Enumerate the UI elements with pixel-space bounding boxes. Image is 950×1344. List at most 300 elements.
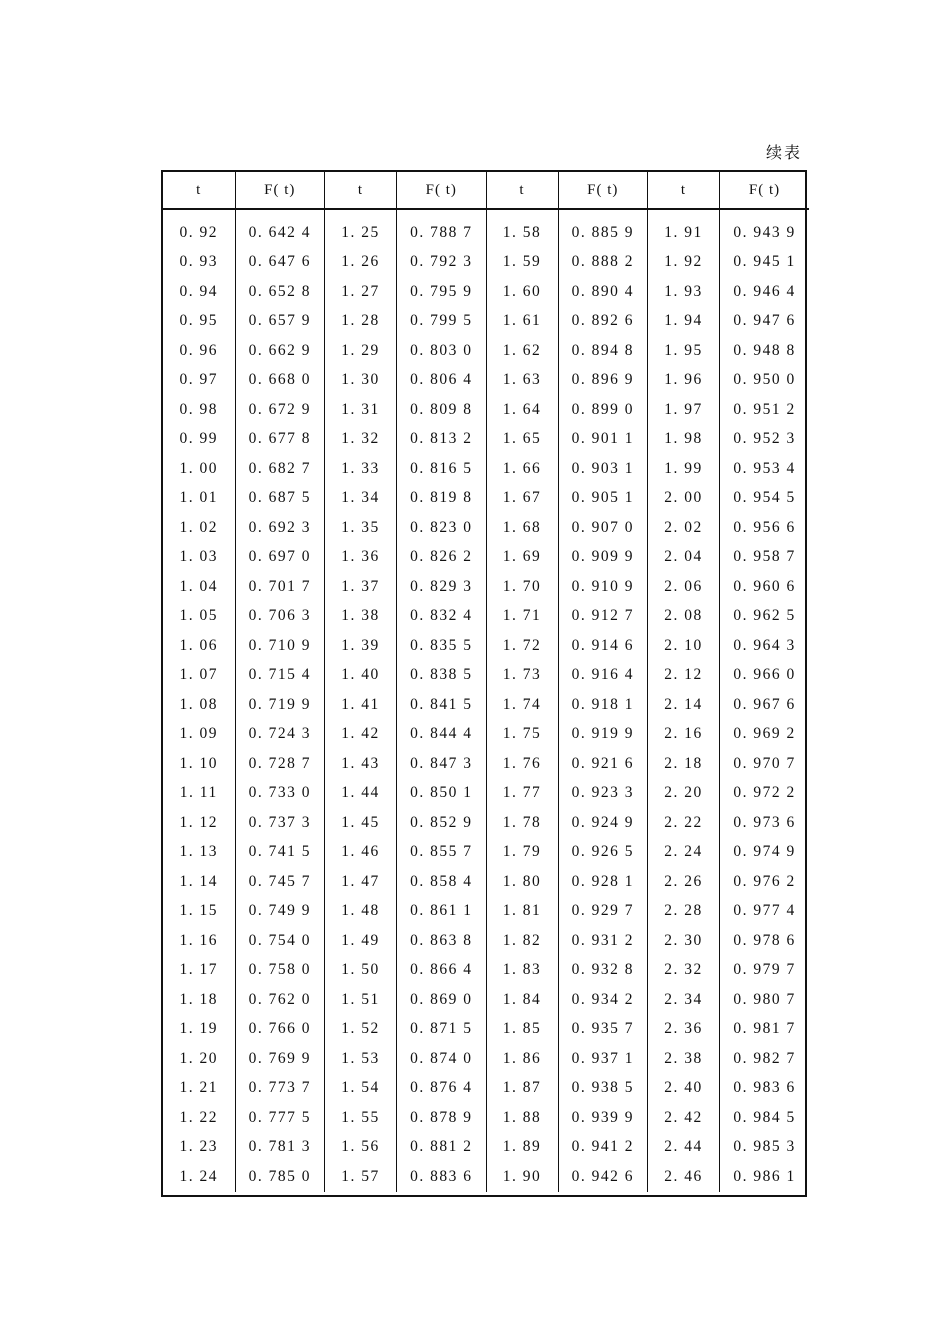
cell-ft-3: 0. 924 9 [558,808,648,838]
cell-ft-2: 0. 876 4 [397,1074,487,1104]
table-row [163,248,809,278]
cell-t-4: 2. 44 [648,1133,720,1163]
cell-ft-4: 0. 981 7 [733,1020,796,1038]
cell-ft-3: 0. 939 9 [558,1103,648,1133]
cell-t-2: 1. 45 [325,808,397,838]
cell-t-2: 1. 47 [325,867,397,897]
cell-t-4: 2. 16 [648,720,720,750]
cell-t-3: 1. 78 [486,808,558,838]
table-row [163,838,809,868]
cell-ft-3: 0. 890 4 [558,277,648,307]
cell-t-1: 1. 24 [163,1162,235,1192]
cell-t-3: 1. 81 [486,897,558,927]
cell-t-1: 0. 94 [163,277,235,307]
cell-t-1: 1. 03 [163,543,235,573]
cell-ft-3: 0. 916 4 [558,661,648,691]
header-ft-1: F( t) [235,172,325,209]
cell-t-1: 1. 13 [163,838,235,868]
cell-t-2: 1. 30 [325,366,397,396]
cell-ft-4: 0. 967 6 [733,695,796,713]
cell-t-3: 1. 84 [486,985,558,1015]
cell-ft-4: 0. 952 3 [733,430,796,448]
cell-t-3: 1. 67 [486,484,558,514]
cell-ft-4: 0. 982 7 [733,1049,796,1067]
table-row [163,454,809,484]
cell-ft-2: 0. 803 0 [397,336,487,366]
cell-t-3: 1. 85 [486,1015,558,1045]
cell-ft-1: 0. 706 3 [235,602,325,632]
cell-t-3: 1. 59 [486,248,558,278]
cell-t-2: 1. 44 [325,779,397,809]
cell-t-4: 2. 04 [648,543,720,573]
cell-ft-2: 0. 852 9 [397,808,487,838]
cell-t-2: 1. 29 [325,336,397,366]
cell-ft-4: 0. 953 4 [733,459,796,477]
cell-t-1: 1. 11 [163,779,235,809]
cell-ft-3: 0. 919 9 [558,720,648,750]
table-row [163,543,809,573]
cell-ft-1: 0. 737 3 [235,808,325,838]
cell-ft-3: 0. 941 2 [558,1133,648,1163]
cell-ft-3: 0. 896 9 [558,366,648,396]
cell-ft-2: 0. 866 4 [397,956,487,986]
cell-ft-2: 0. 838 5 [397,661,487,691]
table-row [163,277,809,307]
cell-t-3: 1. 71 [486,602,558,632]
cell-ft-1: 0. 687 5 [235,484,325,514]
cell-t-2: 1. 55 [325,1103,397,1133]
cell-ft-3: 0. 931 2 [558,926,648,956]
cell-t-2: 1. 39 [325,631,397,661]
cell-ft-3: 0. 888 2 [558,248,648,278]
cell-ft-1: 0. 766 0 [235,1015,325,1045]
cell-ft-1: 0. 697 0 [235,543,325,573]
cell-ft-2: 0. 844 4 [397,720,487,750]
cell-ft-4: 0. 980 7 [733,990,796,1008]
cell-t-1: 1. 19 [163,1015,235,1045]
table-row [163,1074,809,1104]
cell-t-4: 1. 92 [648,248,720,278]
cell-t-2: 1. 25 [325,209,397,248]
cell-ft-2: 0. 858 4 [397,867,487,897]
cell-t-3: 1. 60 [486,277,558,307]
cell-ft-1: 0. 749 9 [235,897,325,927]
cell-t-1: 1. 09 [163,720,235,750]
cell-t-1: 1. 00 [163,454,235,484]
cell-ft-1: 0. 785 0 [235,1162,325,1192]
cell-ft-4: 0. 960 6 [733,577,796,595]
cell-ft-3: 0. 910 9 [558,572,648,602]
cell-ft-4: 0. 985 3 [733,1138,796,1156]
table-row [163,897,809,927]
table-row [163,1162,809,1192]
cell-t-3: 1. 89 [486,1133,558,1163]
cell-t-1: 0. 97 [163,366,235,396]
cell-t-4: 2. 26 [648,867,720,897]
table-row [163,307,809,337]
cell-ft-1: 0. 762 0 [235,985,325,1015]
cell-t-1: 1. 12 [163,808,235,838]
cell-ft-2: 0. 850 1 [397,779,487,809]
cell-ft-2: 0. 878 9 [397,1103,487,1133]
cell-t-4: 1. 95 [648,336,720,366]
header-t-1: t [163,172,235,209]
table-row [163,602,809,632]
cell-t-4: 1. 97 [648,395,720,425]
cell-ft-4: 0. 946 4 [733,282,796,300]
table-row [163,956,809,986]
cell-ft-1: 0. 677 8 [235,425,325,455]
table-body [163,209,809,1192]
cell-t-1: 1. 23 [163,1133,235,1163]
table-row [163,1133,809,1163]
cell-t-4: 1. 94 [648,307,720,337]
cell-ft-2: 0. 869 0 [397,985,487,1015]
cell-t-1: 0. 95 [163,307,235,337]
cell-ft-3: 0. 923 3 [558,779,648,809]
cell-ft-4: 0. 954 5 [733,489,796,507]
cell-ft-2: 0. 883 6 [397,1162,487,1192]
cell-ft-3: 0. 934 2 [558,985,648,1015]
cell-t-1: 1. 02 [163,513,235,543]
cell-ft-2: 0. 799 5 [397,307,487,337]
cell-ft-2: 0. 819 8 [397,484,487,514]
cell-ft-1: 0. 719 9 [235,690,325,720]
cell-t-2: 1. 26 [325,248,397,278]
cell-t-4: 2. 46 [648,1162,720,1192]
cell-ft-1: 0. 754 0 [235,926,325,956]
cell-t-3: 1. 66 [486,454,558,484]
table-row [163,484,809,514]
distribution-table-frame [161,170,807,1197]
table-row [163,808,809,838]
cell-ft-2: 0. 863 8 [397,926,487,956]
cell-t-2: 1. 34 [325,484,397,514]
cell-ft-4: 0. 978 6 [733,931,796,949]
table-row [163,720,809,750]
cell-ft-3: 0. 907 0 [558,513,648,543]
cell-ft-2: 0. 826 2 [397,543,487,573]
cell-ft-1: 0. 773 7 [235,1074,325,1104]
cell-ft-3: 0. 903 1 [558,454,648,484]
cell-ft-4: 0. 973 6 [733,813,796,831]
cell-t-4: 2. 06 [648,572,720,602]
cell-t-4: 2. 24 [648,838,720,868]
cell-ft-1: 0. 662 9 [235,336,325,366]
cell-t-2: 1. 48 [325,897,397,927]
cell-ft-3: 0. 942 6 [558,1162,648,1192]
cell-t-3: 1. 73 [486,661,558,691]
table-row [163,366,809,396]
cell-t-1: 1. 07 [163,661,235,691]
cell-ft-3: 0. 937 1 [558,1044,648,1074]
cell-ft-4: 0. 943 9 [733,223,796,241]
cell-ft-3: 0. 909 9 [558,543,648,573]
cell-ft-1: 0. 724 3 [235,720,325,750]
cell-t-3: 1. 69 [486,543,558,573]
cell-ft-1: 0. 701 7 [235,572,325,602]
cell-t-3: 1. 87 [486,1074,558,1104]
cell-t-3: 1. 64 [486,395,558,425]
table-row [163,425,809,455]
cell-t-2: 1. 41 [325,690,397,720]
cell-ft-2: 0. 809 8 [397,395,487,425]
cell-ft-2: 0. 847 3 [397,749,487,779]
header-row [163,172,809,209]
cell-t-2: 1. 54 [325,1074,397,1104]
cell-t-2: 1. 27 [325,277,397,307]
table-row [163,985,809,1015]
cell-t-3: 1. 70 [486,572,558,602]
cell-t-2: 1. 36 [325,543,397,573]
table-row [163,926,809,956]
header-ft-4: F( t) [720,172,810,209]
table-row [163,336,809,366]
cell-t-1: 1. 18 [163,985,235,1015]
cell-ft-3: 0. 929 7 [558,897,648,927]
cell-ft-4: 0. 969 2 [733,725,796,743]
cell-t-3: 1. 88 [486,1103,558,1133]
cell-ft-4: 0. 947 6 [733,312,796,330]
cell-t-3: 1. 83 [486,956,558,986]
cell-ft-4: 0. 976 2 [733,872,796,890]
cell-ft-4: 0. 945 1 [733,253,796,271]
cell-ft-3: 0. 901 1 [558,425,648,455]
cell-ft-1: 0. 668 0 [235,366,325,396]
cell-t-2: 1. 50 [325,956,397,986]
cell-t-1: 0. 96 [163,336,235,366]
cell-ft-4: 0. 974 9 [733,843,796,861]
table-row [163,1015,809,1045]
cell-ft-3: 0. 918 1 [558,690,648,720]
cell-ft-1: 0. 758 0 [235,956,325,986]
cell-t-3: 1. 86 [486,1044,558,1074]
cell-ft-3: 0. 905 1 [558,484,648,514]
cell-ft-1: 0. 781 3 [235,1133,325,1163]
cell-ft-3: 0. 935 7 [558,1015,648,1045]
cell-ft-1: 0. 682 7 [235,454,325,484]
cell-ft-3: 0. 892 6 [558,307,648,337]
cell-ft-2: 0. 874 0 [397,1044,487,1074]
cell-ft-4: 0. 966 0 [733,666,796,684]
cell-ft-2: 0. 829 3 [397,572,487,602]
cell-t-1: 1. 21 [163,1074,235,1104]
cell-t-4: 2. 32 [648,956,720,986]
cell-t-4: 2. 10 [648,631,720,661]
cell-t-2: 1. 37 [325,572,397,602]
table-row [163,867,809,897]
cell-ft-3: 0. 912 7 [558,602,648,632]
cell-t-4: 2. 36 [648,1015,720,1045]
cell-ft-3: 0. 921 6 [558,749,648,779]
cell-t-1: 1. 15 [163,897,235,927]
cell-ft-1: 0. 777 5 [235,1103,325,1133]
cell-t-3: 1. 61 [486,307,558,337]
cell-ft-4: 0. 984 5 [733,1108,796,1126]
cell-ft-1: 0. 715 4 [235,661,325,691]
cell-ft-1: 0. 657 9 [235,307,325,337]
cell-t-2: 1. 35 [325,513,397,543]
cell-t-1: 1. 08 [163,690,235,720]
table-row [163,690,809,720]
cell-t-2: 1. 46 [325,838,397,868]
cell-ft-4: 0. 977 4 [733,902,796,920]
cell-ft-3: 0. 926 5 [558,838,648,868]
cell-ft-3: 0. 885 9 [558,209,648,248]
cell-ft-1: 0. 741 5 [235,838,325,868]
cell-ft-2: 0. 795 9 [397,277,487,307]
cell-t-4: 2. 40 [648,1074,720,1104]
cell-t-3: 1. 79 [486,838,558,868]
cell-t-2: 1. 42 [325,720,397,750]
header-ft-2: F( t) [397,172,487,209]
cell-t-2: 1. 43 [325,749,397,779]
cell-t-3: 1. 90 [486,1162,558,1192]
cell-t-4: 2. 42 [648,1103,720,1133]
cell-ft-2: 0. 806 4 [397,366,487,396]
cell-t-4: 2. 08 [648,602,720,632]
cell-t-1: 1. 05 [163,602,235,632]
cell-ft-2: 0. 823 0 [397,513,487,543]
cell-t-4: 2. 38 [648,1044,720,1074]
cell-t-3: 1. 77 [486,779,558,809]
cell-t-1: 1. 16 [163,926,235,956]
cell-t-3: 1. 74 [486,690,558,720]
cell-t-1: 0. 92 [163,209,235,248]
cell-t-3: 1. 75 [486,720,558,750]
cell-ft-4: 0. 979 7 [733,961,796,979]
cell-ft-4: 0. 951 2 [733,400,796,418]
cell-t-3: 1. 63 [486,366,558,396]
cell-t-4: 2. 14 [648,690,720,720]
cell-ft-1: 0. 728 7 [235,749,325,779]
cell-ft-4: 0. 950 0 [733,371,796,389]
cell-ft-1: 0. 769 9 [235,1044,325,1074]
cell-ft-4: 0. 958 7 [733,548,796,566]
table-row [163,631,809,661]
cell-t-1: 1. 22 [163,1103,235,1133]
cell-t-3: 1. 65 [486,425,558,455]
cell-ft-3: 0. 914 6 [558,631,648,661]
header-t-2: t [325,172,397,209]
cell-t-1: 1. 14 [163,867,235,897]
cell-ft-3: 0. 932 8 [558,956,648,986]
cell-ft-2: 0. 871 5 [397,1015,487,1045]
cell-ft-3: 0. 899 0 [558,395,648,425]
cell-ft-4: 0. 956 6 [733,518,796,536]
table-row [163,779,809,809]
header-t-4: t [648,172,720,209]
cell-ft-2: 0. 855 7 [397,838,487,868]
cell-ft-2: 0. 813 2 [397,425,487,455]
cell-t-4: 2. 20 [648,779,720,809]
table-caption: 续表 [765,145,802,162]
cell-ft-1: 0. 692 3 [235,513,325,543]
table-header [163,172,809,209]
cell-ft-3: 0. 928 1 [558,867,648,897]
header-t-3: t [486,172,558,209]
cell-t-3: 1. 80 [486,867,558,897]
cell-t-2: 1. 32 [325,425,397,455]
cell-t-1: 0. 93 [163,248,235,278]
cell-t-4: 2. 02 [648,513,720,543]
table-row [163,661,809,691]
cell-t-1: 0. 99 [163,425,235,455]
cell-t-3: 1. 58 [486,209,558,248]
cell-t-4: 2. 30 [648,926,720,956]
cell-ft-1: 0. 745 7 [235,867,325,897]
cell-ft-2: 0. 792 3 [397,248,487,278]
cell-ft-4: 0. 970 7 [733,754,796,772]
table-row [163,1103,809,1133]
cell-t-1: 0. 98 [163,395,235,425]
table-row [163,572,809,602]
cell-ft-1: 0. 710 9 [235,631,325,661]
cell-ft-2: 0. 861 1 [397,897,487,927]
cell-t-2: 1. 57 [325,1162,397,1192]
cell-t-2: 1. 51 [325,985,397,1015]
cell-ft-2: 0. 788 7 [397,209,487,248]
cell-t-2: 1. 56 [325,1133,397,1163]
cell-t-2: 1. 33 [325,454,397,484]
cell-ft-1: 0. 652 8 [235,277,325,307]
cell-ft-1: 0. 642 4 [235,209,325,248]
cell-t-4: 2. 18 [648,749,720,779]
cell-t-2: 1. 40 [325,661,397,691]
cell-t-4: 2. 22 [648,808,720,838]
cell-ft-3: 0. 894 8 [558,336,648,366]
cell-ft-4: 0. 964 3 [733,636,796,654]
cell-t-4: 1. 98 [648,425,720,455]
cell-t-1: 1. 10 [163,749,235,779]
cell-t-4: 2. 12 [648,661,720,691]
cell-t-2: 1. 38 [325,602,397,632]
cell-ft-1: 0. 647 6 [235,248,325,278]
cell-t-4: 1. 91 [648,209,720,248]
cell-t-2: 1. 53 [325,1044,397,1074]
cell-t-3: 1. 68 [486,513,558,543]
cell-ft-2: 0. 816 5 [397,454,487,484]
cell-ft-4: 0. 948 8 [733,341,796,359]
table-row [163,749,809,779]
table-row [163,209,809,248]
cell-t-3: 1. 76 [486,749,558,779]
cell-ft-2: 0. 881 2 [397,1133,487,1163]
cell-ft-2: 0. 832 4 [397,602,487,632]
cell-t-2: 1. 49 [325,926,397,956]
cell-t-1: 1. 01 [163,484,235,514]
cell-t-3: 1. 62 [486,336,558,366]
cell-t-4: 2. 28 [648,897,720,927]
cell-ft-1: 0. 672 9 [235,395,325,425]
distribution-table [163,172,809,1192]
cell-t-1: 1. 06 [163,631,235,661]
cell-ft-2: 0. 841 5 [397,690,487,720]
cell-ft-3: 0. 938 5 [558,1074,648,1104]
table-row [163,395,809,425]
cell-ft-4: 0. 962 5 [733,607,796,625]
cell-t-4: 1. 96 [648,366,720,396]
cell-ft-4: 0. 972 2 [733,784,796,802]
cell-ft-4: 0. 983 6 [733,1079,796,1097]
cell-ft-1: 0. 733 0 [235,779,325,809]
cell-t-1: 1. 17 [163,956,235,986]
cell-t-4: 1. 99 [648,454,720,484]
cell-t-3: 1. 72 [486,631,558,661]
cell-t-2: 1. 52 [325,1015,397,1045]
cell-t-1: 1. 20 [163,1044,235,1074]
cell-ft-2: 0. 835 5 [397,631,487,661]
